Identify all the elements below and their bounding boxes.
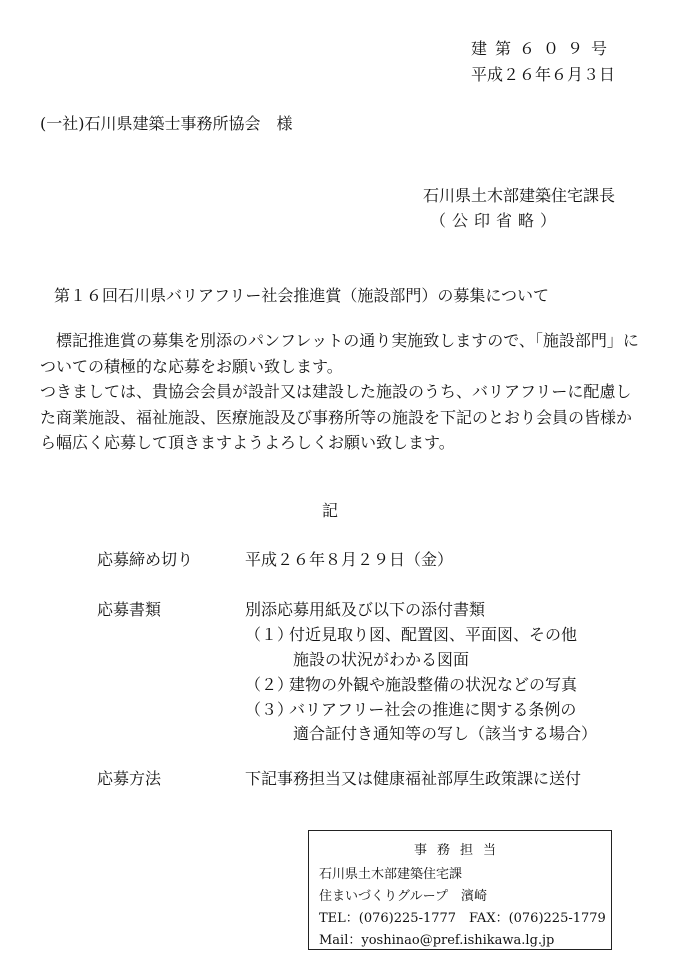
document-date: 平成２６年６月３日	[470, 65, 615, 84]
ki-heading: 記	[322, 501, 339, 520]
document-item-1-continuation: 施設の状況がわかる図面	[293, 650, 470, 669]
method-label: 応募方法	[97, 769, 162, 788]
document-item-2	[245, 672, 577, 695]
document-item-2-number: （２）	[245, 675, 294, 694]
seal-omitted-note: （公印省略）	[430, 211, 563, 230]
document-item-3	[245, 697, 576, 720]
contact-group: 住まいづくりグループ 濱崎	[319, 889, 487, 904]
document-item-1-number: （１）	[245, 625, 294, 644]
documents-intro: 別添応募用紙及び以下の添付書類	[245, 600, 486, 619]
document-item-2-text: 建物の外観や施設整備の状況などの写真	[289, 675, 578, 694]
document-number: 建第６０９号	[470, 39, 615, 58]
subject-line: 第１６回石川県バリアフリー社会推進賞（施設部門）の募集について	[54, 286, 550, 305]
addressee: (一社)石川県建築士事務所協会 様	[40, 114, 293, 133]
body-paragraph-1: 標記推進賞の募集を別添のパンフレットの通り実施致しますので、「施設部門」についての積極的な応募をお願い致します。	[40, 331, 639, 376]
deadline-label: 応募締め切り	[97, 550, 194, 569]
contact-box	[308, 830, 612, 950]
sender-title: 石川県土木部建築住宅課長	[422, 186, 615, 205]
body-paragraph-2: つきましては、貴協会会員が設計又は建設した施設のうち、バリアフリーに配慮した商業施設、福祉施設、医療施設及び事務所等の施設を下記のとおり会員の皆様から幅広く応募して頂きますようよろしくお願い致します。	[40, 382, 633, 452]
documents-label: 応募書類	[97, 600, 162, 619]
contact-title: 事務担当	[413, 843, 506, 858]
method-value: 下記事務担当又は健康福祉部厚生政策課に送付	[245, 769, 582, 788]
document-item-1-text: 付近見取り図、配置図、平面図、その他	[289, 625, 578, 644]
document-item-3-text: バリアフリー社会の推進に関する条例の	[289, 700, 577, 719]
document-item-3-number: （３）	[245, 700, 294, 719]
contact-tel-fax: TEL：(076)225-1777 FAX：(076)225-1779	[319, 911, 606, 926]
contact-department: 石川県土木部建築住宅課	[319, 867, 463, 882]
contact-mail: Mail：yoshinao@pref.ishikawa.lg.jp	[319, 933, 555, 948]
deadline-value: 平成２６年８月２９日（金）	[245, 550, 454, 569]
document-item-3-continuation: 適合証付き通知等の写し（該当する場合）	[293, 724, 598, 743]
document-item-1	[245, 622, 577, 645]
